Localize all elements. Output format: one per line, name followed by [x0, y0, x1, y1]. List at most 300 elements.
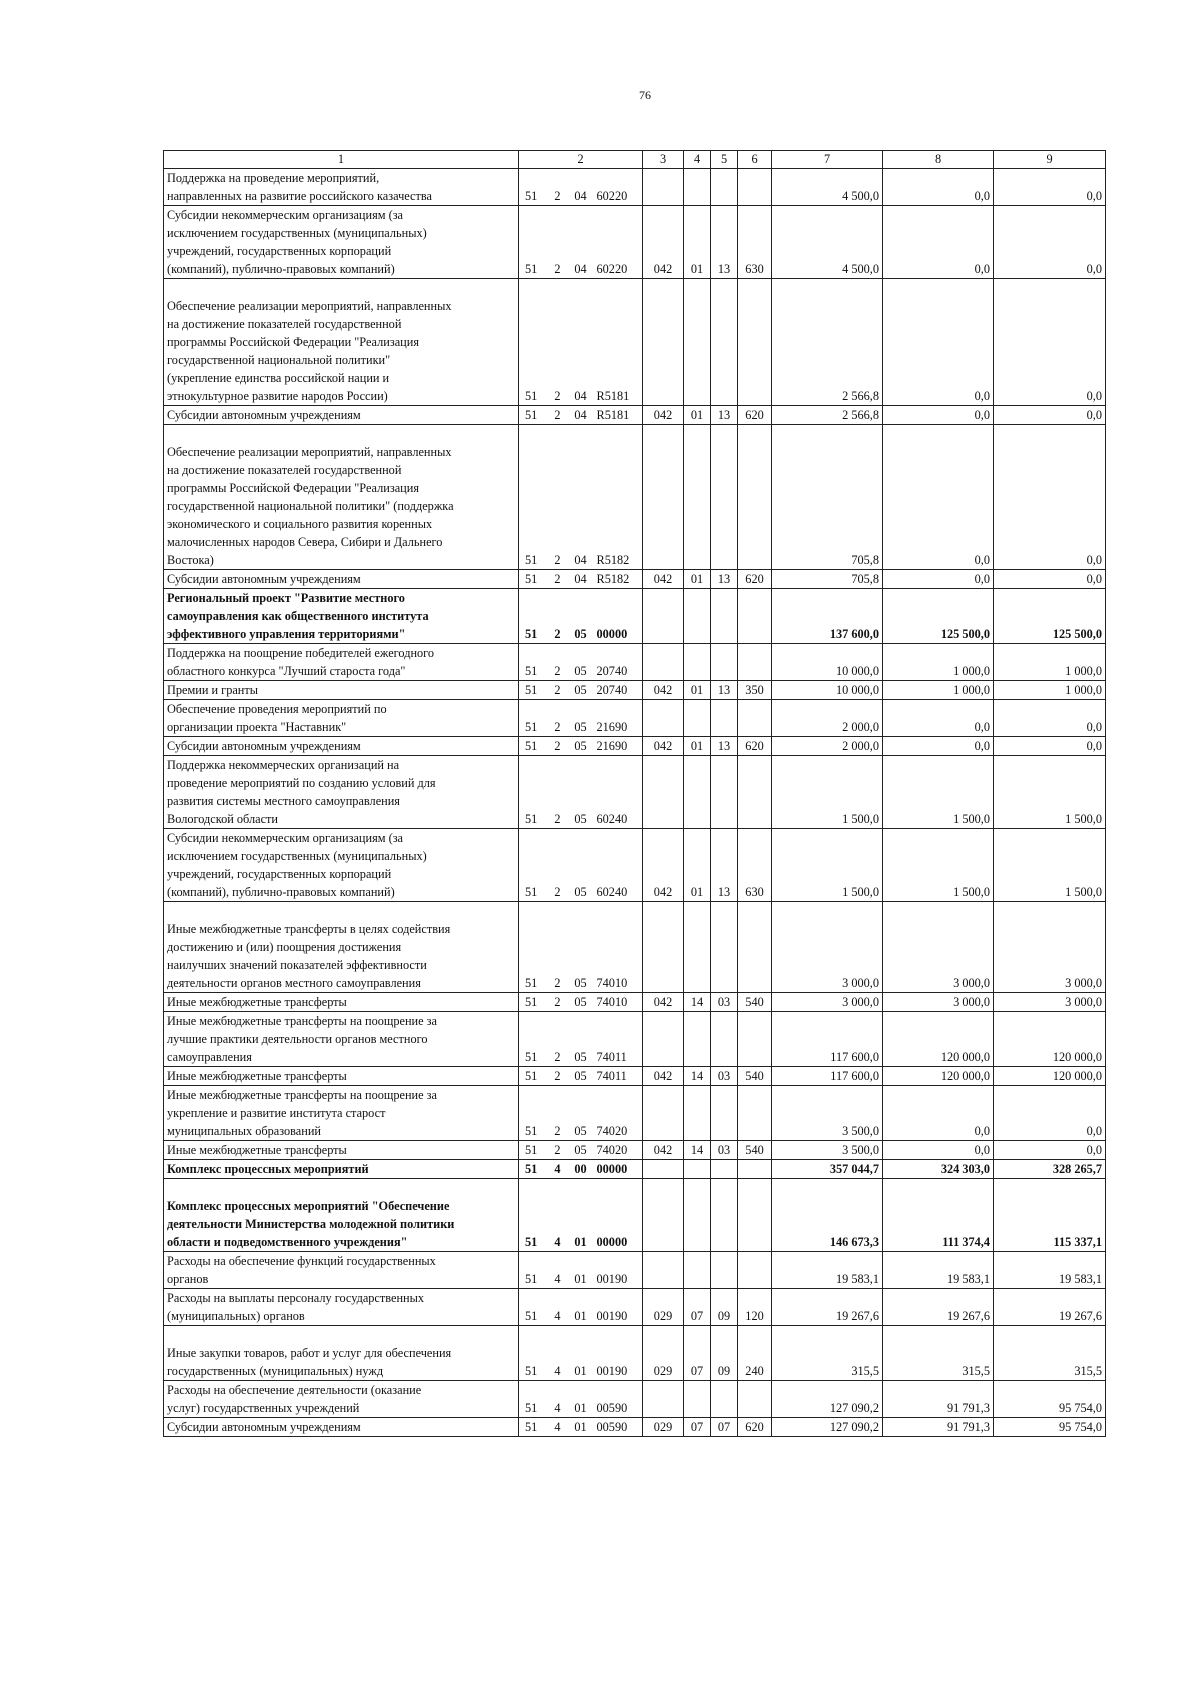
event-code: 01 — [567, 1179, 595, 1252]
subsection-code — [711, 1012, 738, 1067]
ministry-code — [643, 589, 684, 644]
event-code: 01 — [567, 1418, 595, 1437]
expense-type-code — [738, 756, 772, 829]
subsection-code — [711, 169, 738, 206]
program-code: 51 — [519, 589, 549, 644]
amount-col-9: 0,0 — [994, 1086, 1106, 1141]
direction-code: 00190 — [595, 1289, 643, 1326]
table-row — [164, 681, 1106, 700]
section-code: 14 — [684, 1141, 711, 1160]
section-code: 14 — [684, 1067, 711, 1086]
ministry-code — [643, 756, 684, 829]
event-code: 05 — [567, 700, 595, 737]
table-row — [164, 425, 1106, 570]
row-name: Иные межбюджетные трансферты на поощрение за лучшие практики деятельности органов местного самоуправления — [164, 1012, 519, 1067]
event-code: 04 — [567, 425, 595, 570]
ministry-code: 042 — [643, 570, 684, 589]
expense-type-code — [738, 279, 772, 406]
direction-code: 00190 — [595, 1252, 643, 1289]
row-name: Расходы на выплаты персоналу государственных (муниципальных) органов — [164, 1289, 519, 1326]
amount-col-8: 1 500,0 — [883, 756, 994, 829]
amount-col-9: 125 500,0 — [994, 589, 1106, 644]
expense-type-code — [738, 1086, 772, 1141]
program-code: 51 — [519, 1326, 549, 1381]
subprogram-code: 2 — [549, 737, 567, 756]
amount-col-8: 0,0 — [883, 169, 994, 206]
subsection-code — [711, 1252, 738, 1289]
expense-type-code — [738, 1381, 772, 1418]
amount-col-8: 3 000,0 — [883, 993, 994, 1012]
direction-code: 21690 — [595, 700, 643, 737]
expense-type-code: 120 — [738, 1289, 772, 1326]
amount-col-8: 1 500,0 — [883, 829, 994, 902]
row-name: Комплекс процессных мероприятий — [164, 1160, 519, 1179]
program-code: 51 — [519, 279, 549, 406]
amount-col-8: 19 267,6 — [883, 1289, 994, 1326]
row-name: Расходы на обеспечение деятельности (оказание услуг) государственных учреждений — [164, 1381, 519, 1418]
ministry-code — [643, 169, 684, 206]
amount-col-7: 117 600,0 — [772, 1012, 883, 1067]
amount-col-8: 19 583,1 — [883, 1252, 994, 1289]
direction-code: 60220 — [595, 206, 643, 279]
program-code: 51 — [519, 756, 549, 829]
subprogram-code: 2 — [549, 1067, 567, 1086]
amount-col-7: 705,8 — [772, 425, 883, 570]
row-name: Субсидии автономным учреждениям — [164, 1418, 519, 1437]
subprogram-code: 4 — [549, 1381, 567, 1418]
expense-type-code — [738, 589, 772, 644]
row-name: Обеспечение реализации мероприятий, направленных на достижение показателей государственной программы Российской Федерации "Реализация государственной национальной политики" (укрепление единства российской нации и этнокультурное развитие народов России) — [164, 279, 519, 406]
subsection-code — [711, 756, 738, 829]
row-name: Иные межбюджетные трансферты — [164, 993, 519, 1012]
row-name: Субсидии автономным учреждениям — [164, 570, 519, 589]
section-code — [684, 169, 711, 206]
subsection-code: 13 — [711, 206, 738, 279]
subsection-code: 13 — [711, 570, 738, 589]
event-code: 05 — [567, 829, 595, 902]
table-row — [164, 1160, 1106, 1179]
program-code: 51 — [519, 169, 549, 206]
amount-col-7: 4 500,0 — [772, 169, 883, 206]
table-row — [164, 279, 1106, 406]
section-code: 01 — [684, 681, 711, 700]
direction-code: R5181 — [595, 279, 643, 406]
row-name: Иные межбюджетные трансферты — [164, 1067, 519, 1086]
expense-type-code — [738, 169, 772, 206]
header-col-5: 5 — [711, 151, 738, 169]
subsection-code — [711, 700, 738, 737]
event-code: 01 — [567, 1252, 595, 1289]
section-code — [684, 1252, 711, 1289]
amount-col-9: 1 000,0 — [994, 681, 1106, 700]
section-code: 01 — [684, 829, 711, 902]
subprogram-code: 2 — [549, 406, 567, 425]
budget-table-body — [164, 169, 1106, 1437]
amount-col-8: 0,0 — [883, 279, 994, 406]
amount-col-7: 3 500,0 — [772, 1086, 883, 1141]
subprogram-code: 2 — [549, 993, 567, 1012]
subprogram-code: 2 — [549, 279, 567, 406]
event-code: 04 — [567, 406, 595, 425]
amount-col-9: 328 265,7 — [994, 1160, 1106, 1179]
section-code — [684, 1381, 711, 1418]
direction-code: 21690 — [595, 737, 643, 756]
row-name: Расходы на обеспечение функций государственных органов — [164, 1252, 519, 1289]
expense-type-code: 630 — [738, 829, 772, 902]
row-name: Региональный проект "Развитие местного самоуправления как общественного института эффективного управления территориями" — [164, 589, 519, 644]
ministry-code — [643, 902, 684, 993]
subsection-code: 13 — [711, 406, 738, 425]
header-col-6: 6 — [738, 151, 772, 169]
table-row — [164, 1086, 1106, 1141]
expense-type-code: 620 — [738, 737, 772, 756]
ministry-code: 042 — [643, 206, 684, 279]
subsection-code — [711, 1160, 738, 1179]
table-row — [164, 1179, 1106, 1252]
ministry-code — [643, 1252, 684, 1289]
subsection-code — [711, 902, 738, 993]
program-code: 51 — [519, 737, 549, 756]
table-row — [164, 570, 1106, 589]
amount-col-7: 10 000,0 — [772, 644, 883, 681]
event-code: 01 — [567, 1289, 595, 1326]
amount-col-7: 146 673,3 — [772, 1179, 883, 1252]
amount-col-9: 120 000,0 — [994, 1012, 1106, 1067]
direction-code: 00190 — [595, 1326, 643, 1381]
header-col-2: 2 — [519, 151, 643, 169]
ministry-code — [643, 644, 684, 681]
direction-code: 60240 — [595, 829, 643, 902]
amount-col-8: 0,0 — [883, 737, 994, 756]
event-code: 00 — [567, 1160, 595, 1179]
ministry-code — [643, 1012, 684, 1067]
ministry-code — [643, 1381, 684, 1418]
event-code: 05 — [567, 1086, 595, 1141]
table-row — [164, 1381, 1106, 1418]
amount-col-7: 127 090,2 — [772, 1418, 883, 1437]
table-header-row — [164, 151, 1106, 169]
expense-type-code — [738, 644, 772, 681]
direction-code: 74010 — [595, 902, 643, 993]
subsection-code: 13 — [711, 737, 738, 756]
direction-code: 74020 — [595, 1141, 643, 1160]
table-row — [164, 206, 1106, 279]
table-row — [164, 829, 1106, 902]
ministry-code: 042 — [643, 829, 684, 902]
section-code — [684, 1160, 711, 1179]
program-code: 51 — [519, 425, 549, 570]
direction-code: 74011 — [595, 1067, 643, 1086]
ministry-code: 042 — [643, 406, 684, 425]
amount-col-7: 3 500,0 — [772, 1141, 883, 1160]
ministry-code: 042 — [643, 1067, 684, 1086]
program-code: 51 — [519, 406, 549, 425]
subsection-code — [711, 279, 738, 406]
direction-code: 60220 — [595, 169, 643, 206]
amount-col-7: 117 600,0 — [772, 1067, 883, 1086]
expense-type-code: 240 — [738, 1326, 772, 1381]
amount-col-8: 1 000,0 — [883, 644, 994, 681]
expense-type-code: 540 — [738, 993, 772, 1012]
section-code: 07 — [684, 1418, 711, 1437]
amount-col-9: 0,0 — [994, 406, 1106, 425]
amount-col-9: 115 337,1 — [994, 1179, 1106, 1252]
amount-col-7: 19 267,6 — [772, 1289, 883, 1326]
event-code: 01 — [567, 1326, 595, 1381]
amount-col-7: 2 566,8 — [772, 279, 883, 406]
subprogram-code: 4 — [549, 1179, 567, 1252]
ministry-code: 042 — [643, 993, 684, 1012]
event-code: 05 — [567, 1012, 595, 1067]
subsection-code: 13 — [711, 829, 738, 902]
row-name: Обеспечение проведения мероприятий по организации проекта "Наставник" — [164, 700, 519, 737]
amount-col-9: 0,0 — [994, 570, 1106, 589]
subprogram-code: 2 — [549, 169, 567, 206]
section-code — [684, 644, 711, 681]
table-row — [164, 1141, 1106, 1160]
row-name: Иные межбюджетные трансферты — [164, 1141, 519, 1160]
event-code: 04 — [567, 169, 595, 206]
event-code: 05 — [567, 737, 595, 756]
row-name: Премии и гранты — [164, 681, 519, 700]
event-code: 05 — [567, 681, 595, 700]
subprogram-code: 2 — [549, 206, 567, 279]
table-row — [164, 902, 1106, 993]
subsection-code — [711, 589, 738, 644]
direction-code: R5182 — [595, 425, 643, 570]
program-code: 51 — [519, 1418, 549, 1437]
amount-col-8: 324 303,0 — [883, 1160, 994, 1179]
amount-col-8: 0,0 — [883, 1086, 994, 1141]
event-code: 04 — [567, 206, 595, 279]
subprogram-code: 2 — [549, 1012, 567, 1067]
program-code: 51 — [519, 829, 549, 902]
event-code: 05 — [567, 589, 595, 644]
expense-type-code: 630 — [738, 206, 772, 279]
direction-code: R5181 — [595, 406, 643, 425]
section-code: 01 — [684, 406, 711, 425]
program-code: 51 — [519, 1067, 549, 1086]
amount-col-9: 0,0 — [994, 279, 1106, 406]
subprogram-code: 4 — [549, 1326, 567, 1381]
row-name: Иные закупки товаров, работ и услуг для обеспечения государственных (муниципальных) нужд — [164, 1326, 519, 1381]
ministry-code: 029 — [643, 1418, 684, 1437]
row-name: Иные межбюджетные трансферты на поощрение за укрепление и развитие института старост муниципальных образований — [164, 1086, 519, 1141]
ministry-code: 042 — [643, 737, 684, 756]
section-code — [684, 589, 711, 644]
amount-col-8: 315,5 — [883, 1326, 994, 1381]
direction-code: 74011 — [595, 1012, 643, 1067]
ministry-code — [643, 279, 684, 406]
subsection-code: 03 — [711, 1067, 738, 1086]
section-code — [684, 1086, 711, 1141]
subsection-code: 03 — [711, 1141, 738, 1160]
row-name: Субсидии некоммерческим организациям (за исключением государственных (муниципальных) учреждений, государственных корпораций (компаний), публично-правовых компаний) — [164, 206, 519, 279]
amount-col-7: 315,5 — [772, 1326, 883, 1381]
subprogram-code: 4 — [549, 1252, 567, 1289]
expense-type-code — [738, 1252, 772, 1289]
amount-col-9: 0,0 — [994, 425, 1106, 570]
subsection-code — [711, 425, 738, 570]
event-code: 05 — [567, 1141, 595, 1160]
amount-col-9: 95 754,0 — [994, 1381, 1106, 1418]
direction-code: 00000 — [595, 589, 643, 644]
table-row — [164, 993, 1106, 1012]
header-col-4: 4 — [684, 151, 711, 169]
subsection-code: 09 — [711, 1326, 738, 1381]
table-row — [164, 1326, 1106, 1381]
program-code: 51 — [519, 570, 549, 589]
amount-col-9: 0,0 — [994, 700, 1106, 737]
event-code: 04 — [567, 570, 595, 589]
table-row — [164, 589, 1106, 644]
amount-col-7: 1 500,0 — [772, 829, 883, 902]
amount-col-9: 3 000,0 — [994, 993, 1106, 1012]
event-code: 05 — [567, 902, 595, 993]
header-col-3: 3 — [643, 151, 684, 169]
expense-type-code: 620 — [738, 406, 772, 425]
amount-col-7: 3 000,0 — [772, 902, 883, 993]
ministry-code — [643, 1179, 684, 1252]
expense-type-code: 620 — [738, 1418, 772, 1437]
amount-col-7: 127 090,2 — [772, 1381, 883, 1418]
subprogram-code: 2 — [549, 681, 567, 700]
program-code: 51 — [519, 1179, 549, 1252]
amount-col-7: 2 000,0 — [772, 737, 883, 756]
expense-type-code — [738, 700, 772, 737]
subsection-code: 03 — [711, 993, 738, 1012]
subprogram-code: 2 — [549, 1086, 567, 1141]
expense-type-code — [738, 902, 772, 993]
expense-type-code: 620 — [738, 570, 772, 589]
amount-col-7: 19 583,1 — [772, 1252, 883, 1289]
amount-col-9: 0,0 — [994, 169, 1106, 206]
section-code: 01 — [684, 737, 711, 756]
ministry-code — [643, 425, 684, 570]
subprogram-code: 2 — [549, 425, 567, 570]
table-row — [164, 644, 1106, 681]
ministry-code — [643, 1086, 684, 1141]
section-code — [684, 279, 711, 406]
amount-col-7: 2 000,0 — [772, 700, 883, 737]
subprogram-code: 2 — [549, 829, 567, 902]
program-code: 51 — [519, 1141, 549, 1160]
amount-col-8: 0,0 — [883, 206, 994, 279]
section-code: 14 — [684, 993, 711, 1012]
table-row — [164, 700, 1106, 737]
table-row — [164, 1067, 1106, 1086]
table-row — [164, 169, 1106, 206]
program-code: 51 — [519, 902, 549, 993]
row-name: Поддержка на проведение мероприятий, направленных на развитие российского казачества — [164, 169, 519, 206]
expense-type-code — [738, 1160, 772, 1179]
amount-col-8: 3 000,0 — [883, 902, 994, 993]
subprogram-code: 2 — [549, 1141, 567, 1160]
row-name: Поддержка некоммерческих организаций на проведение мероприятий по созданию условий для развития системы местного самоуправления Вологодской области — [164, 756, 519, 829]
table-row — [164, 756, 1106, 829]
ministry-code: 042 — [643, 1141, 684, 1160]
amount-col-7: 10 000,0 — [772, 681, 883, 700]
program-code: 51 — [519, 1289, 549, 1326]
amount-col-9: 1 500,0 — [994, 756, 1106, 829]
event-code: 04 — [567, 279, 595, 406]
expense-type-code — [738, 1012, 772, 1067]
table-row — [164, 1252, 1106, 1289]
program-code: 51 — [519, 206, 549, 279]
amount-col-7: 705,8 — [772, 570, 883, 589]
expense-type-code: 350 — [738, 681, 772, 700]
section-code — [684, 756, 711, 829]
program-code: 51 — [519, 1160, 549, 1179]
amount-col-8: 91 791,3 — [883, 1381, 994, 1418]
budget-table — [163, 150, 1106, 1437]
subprogram-code: 4 — [549, 1418, 567, 1437]
row-name: Субсидии автономным учреждениям — [164, 406, 519, 425]
amount-col-8: 120 000,0 — [883, 1067, 994, 1086]
ministry-code — [643, 1160, 684, 1179]
amount-col-8: 1 000,0 — [883, 681, 994, 700]
amount-col-8: 125 500,0 — [883, 589, 994, 644]
table-row — [164, 406, 1106, 425]
subsection-code: 07 — [711, 1418, 738, 1437]
expense-type-code: 540 — [738, 1141, 772, 1160]
program-code: 51 — [519, 1381, 549, 1418]
subprogram-code: 2 — [549, 589, 567, 644]
amount-col-8: 0,0 — [883, 406, 994, 425]
subsection-code — [711, 1179, 738, 1252]
subsection-code — [711, 1086, 738, 1141]
row-name: Обеспечение реализации мероприятий, направленных на достижение показателей государственной программы Российской Федерации "Реализация государственной национальной политики" (поддержка экономического и социального развития коренных малочисленных народов Севера, Сибири и Дальнего Востока) — [164, 425, 519, 570]
event-code: 05 — [567, 1067, 595, 1086]
subprogram-code: 2 — [549, 570, 567, 589]
direction-code: 60240 — [595, 756, 643, 829]
event-code: 05 — [567, 644, 595, 681]
ministry-code: 042 — [643, 681, 684, 700]
row-name: Иные межбюджетные трансферты в целях содействия достижению и (или) поощрения достижения наилучших значений показателей эффективности деятельности органов местного самоуправления — [164, 902, 519, 993]
program-code: 51 — [519, 1252, 549, 1289]
direction-code: 00590 — [595, 1418, 643, 1437]
subprogram-code: 4 — [549, 1289, 567, 1326]
amount-col-9: 19 267,6 — [994, 1289, 1106, 1326]
amount-col-8: 91 791,3 — [883, 1418, 994, 1437]
amount-col-8: 0,0 — [883, 425, 994, 570]
subprogram-code: 2 — [549, 700, 567, 737]
amount-col-8: 0,0 — [883, 1141, 994, 1160]
direction-code: 20740 — [595, 681, 643, 700]
event-code: 01 — [567, 1381, 595, 1418]
subsection-code: 13 — [711, 681, 738, 700]
amount-col-9: 19 583,1 — [994, 1252, 1106, 1289]
amount-col-9: 0,0 — [994, 737, 1106, 756]
header-col-9: 9 — [994, 151, 1106, 169]
amount-col-7: 3 000,0 — [772, 993, 883, 1012]
program-code: 51 — [519, 993, 549, 1012]
amount-col-7: 137 600,0 — [772, 589, 883, 644]
section-code: 07 — [684, 1289, 711, 1326]
amount-col-7: 357 044,7 — [772, 1160, 883, 1179]
amount-col-8: 111 374,4 — [883, 1179, 994, 1252]
table-row — [164, 737, 1106, 756]
header-col-1: 1 — [164, 151, 519, 169]
section-code — [684, 425, 711, 570]
section-code: 07 — [684, 1326, 711, 1381]
direction-code: 74010 — [595, 993, 643, 1012]
subsection-code — [711, 1381, 738, 1418]
row-name: Субсидии некоммерческим организациям (за исключением государственных (муниципальных) учреждений, государственных корпораций (компаний), публично-правовых компаний) — [164, 829, 519, 902]
section-code: 01 — [684, 570, 711, 589]
amount-col-7: 4 500,0 — [772, 206, 883, 279]
direction-code: 00590 — [595, 1381, 643, 1418]
